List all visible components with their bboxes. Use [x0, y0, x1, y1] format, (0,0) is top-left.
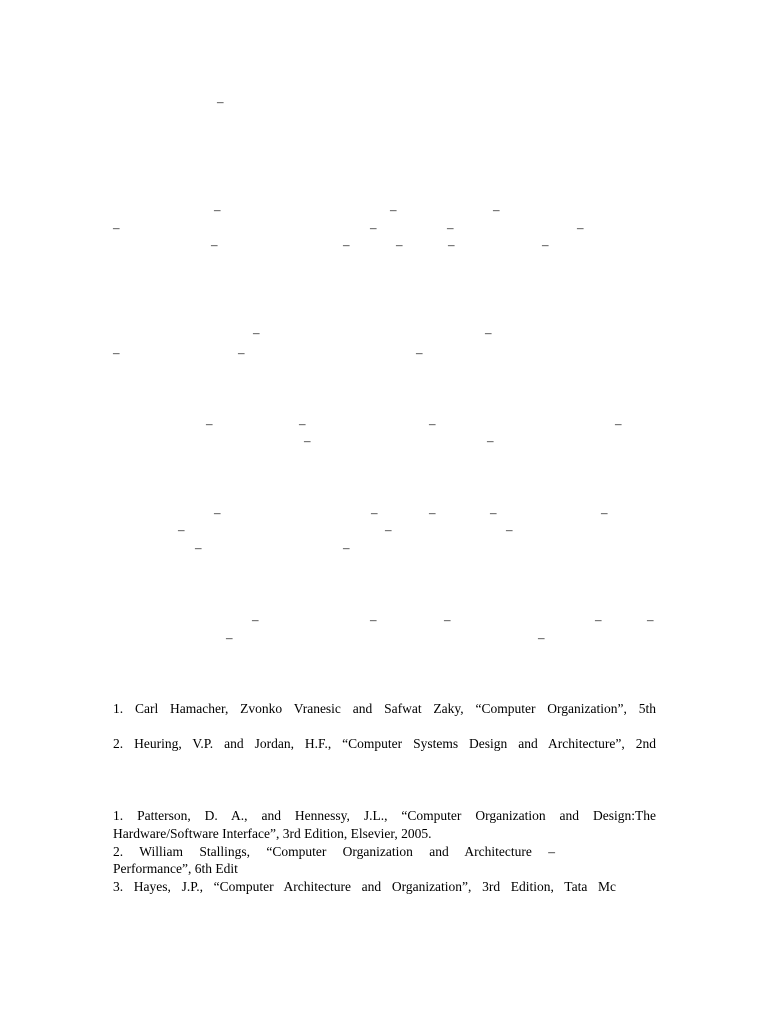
dash-mark: – — [217, 94, 224, 109]
dash-mark: – — [226, 630, 233, 645]
reference-line: 1. Patterson, D. A., and Hennessy, J.L., “Computer Organization and Design:The — [113, 808, 656, 823]
dash-mark: – — [447, 220, 454, 235]
dash-mark: – — [343, 540, 350, 555]
dash-mark: – — [615, 416, 622, 431]
dash-mark: – — [214, 505, 221, 520]
dash-mark: – — [416, 345, 423, 360]
reference-line: Hardware/Software Interface”, 3rd Edition, Elsevier, 2005. — [113, 826, 432, 841]
dash-mark: – — [304, 433, 311, 448]
dash-mark: – — [538, 630, 545, 645]
dash-mark: – — [595, 612, 602, 627]
dash-mark: – — [195, 540, 202, 555]
reference-line: Performance”, 6th Edit — [113, 861, 238, 876]
dash-mark: – — [542, 237, 549, 252]
dash-mark: – — [370, 220, 377, 235]
dash-mark: – — [485, 325, 492, 340]
dash-mark: – — [113, 345, 120, 360]
dash-mark: – — [390, 202, 397, 217]
dash-mark: – — [444, 612, 451, 627]
dash-mark: – — [506, 522, 513, 537]
dash-mark: – — [493, 202, 500, 217]
dash-mark: – — [371, 505, 378, 520]
dash-mark: – — [299, 416, 306, 431]
dash-mark: – — [487, 433, 494, 448]
dash-mark: – — [343, 237, 350, 252]
reference-line-text: 2. William Stallings, “Computer Organization and Architecture – — [113, 844, 555, 859]
dash-mark: – — [370, 612, 377, 627]
dash-mark: – — [252, 612, 259, 627]
dash-mark: – — [429, 505, 436, 520]
dash-mark: – — [211, 237, 218, 252]
dash-mark: – — [238, 345, 245, 360]
dash-mark: – — [647, 612, 654, 627]
dash-mark: – — [448, 237, 455, 252]
dash-mark: – — [206, 416, 213, 431]
dash-mark: – — [214, 202, 221, 217]
dash-mark: – — [577, 220, 584, 235]
dash-mark: – — [396, 237, 403, 252]
dash-mark: – — [429, 416, 436, 431]
reference-line — [113, 843, 656, 861]
dash-mark: – — [490, 505, 497, 520]
dash-mark: – — [253, 325, 260, 340]
dash-mark: – — [178, 522, 185, 537]
dash-mark: – — [601, 505, 608, 520]
dash-mark: – — [385, 522, 392, 537]
dash-mark: – — [113, 220, 120, 235]
text-book-entry: 2. Heuring, V.P. and Jordan, H.F., “Computer Systems Design and Architecture”, 2nd — [113, 736, 656, 751]
reference-line: 3. Hayes, J.P., “Computer Architecture and Organization”, 3rd Edition, Tata Mc — [113, 879, 616, 894]
text-book-entry: 1. Carl Hamacher, Zvonko Vranesic and Safwat Zaky, “Computer Organization”, 5th — [113, 701, 656, 716]
